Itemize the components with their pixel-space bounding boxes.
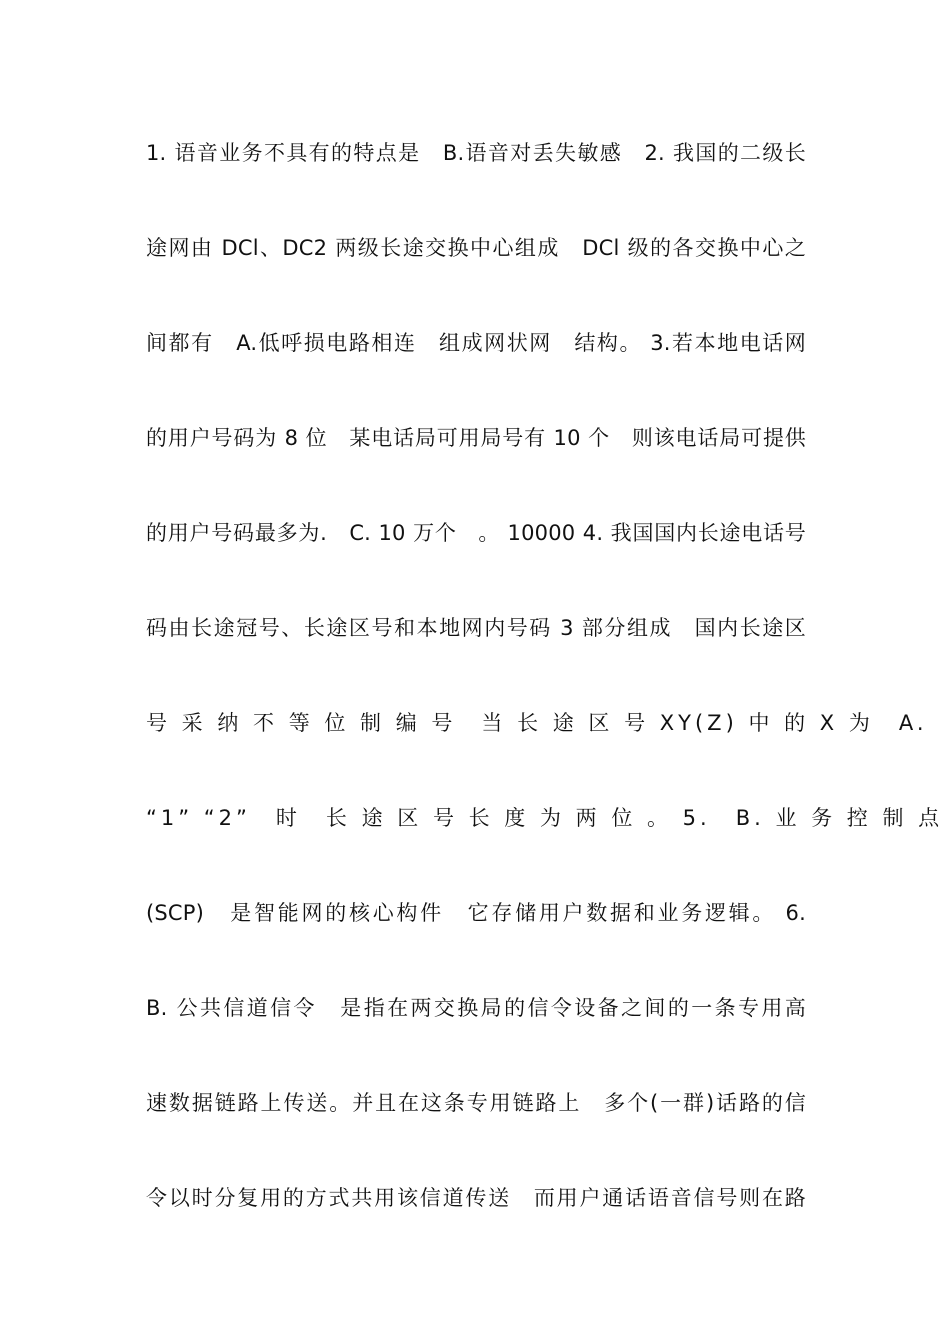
text-line-12: 令以时分复用的方式共用该信道传送 而用户通话语音信号则在路: [146, 1186, 806, 1210]
text-line-1: 1. 语音业务不具有的特点是 B.语音对丢失敏感 2. 我国的二级长: [146, 141, 806, 165]
text-line-4: 的用户号码为 8 位 某电话局可用局号有 10 个 则该电话局可提供: [146, 426, 806, 450]
text-line-11: 速数据链路上传送。并且在这条专用链路上 多个(一群)话路的信: [146, 1091, 806, 1115]
text-line-9: (SCP) 是智能网的核心构件 它存储用户数据和业务逻辑。 6.: [146, 901, 806, 925]
text-line-5: 的用户号码最多为. C. 10 万个 。 10000 4. 我国国内长途电话号: [146, 521, 806, 545]
text-line-10: B. 公共信道信令 是指在两交换局的信令设备之间的一条专用高: [146, 996, 806, 1020]
text-line-7: 号 采 纳 不 等 位 制 编 号 当 长 途 区 号 XY(Z) 中 的 X 为 A.: [146, 711, 928, 735]
text-line-6: 码由长途冠号、长途区号和本地网内号码 3 部分组成 国内长途区: [146, 616, 806, 640]
text-line-3: 间都有 A.低呼损电路相连 组成网状网 结构。 3.若本地电话网: [146, 331, 806, 355]
text-line-8: “1” “2” 时 长 途 区 号 长 度 为 两 位 。 5. B. 业 务 控 制 点: [146, 806, 944, 830]
document-body: [146, 128, 944, 1268]
text-line-2: 途网由 DCl、DC2 两级长途交换中心组成 DCl 级的各交换中心之: [146, 236, 806, 260]
